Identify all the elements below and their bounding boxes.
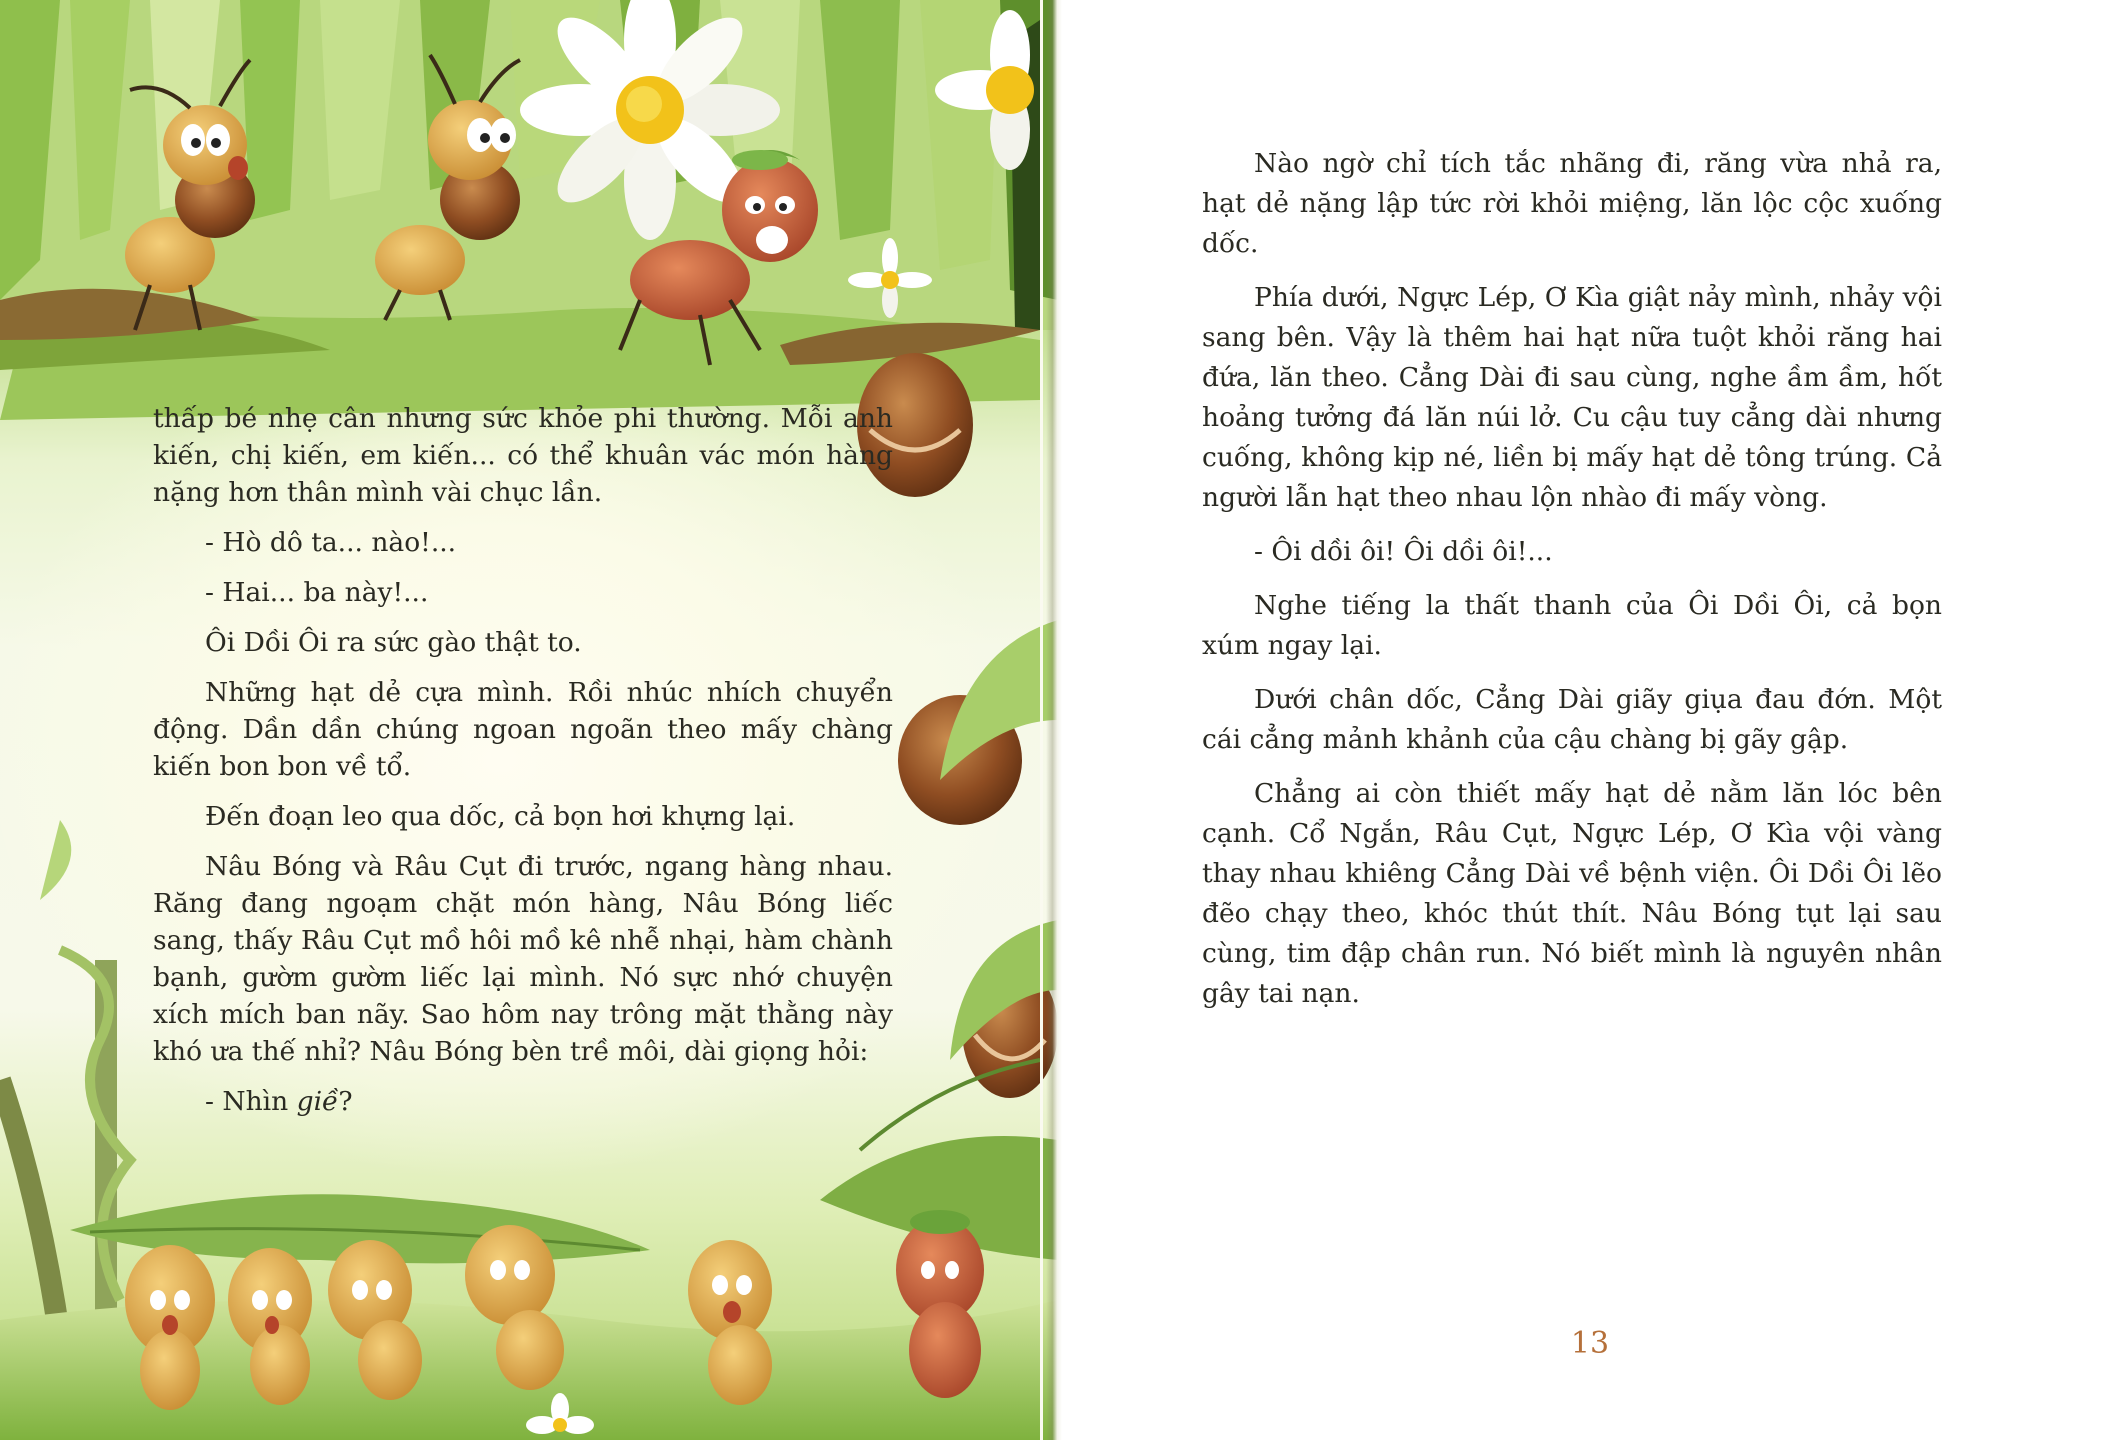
book-gutter (1046, 0, 1062, 1440)
paragraph: Dưới chân dốc, Cẳng Dài giãy giụa đau đớn. Một cái cẳng mảnh khảnh của cậu chàng bị gãy gập. (1202, 684, 1942, 755)
dialogue-line (153, 1083, 893, 1120)
paragraph: Những hạt dẻ cựa mình. Rồi nhúc nhích chuyển động. Dần dần chúng ngoan ngoãn theo mấy chàng kiến bon bon về tổ. (153, 677, 893, 782)
paragraph: Ôi Dồi Ôi ra sức gào thật to. (205, 627, 582, 658)
paragraph: Đến đoạn leo qua dốc, cả bọn hơi khựng lại. (205, 801, 796, 832)
paragraph: Phía dưới, Ngực Lép, Ơ Kìa giật nảy mình, nhảy vội sang bên. Vậy là thêm hai hạt nữa tuột khỏi răng hai đứa, lăn theo. Cẳng Dài đi sau cùng, nghe ầm ầm, hốt hoảng tưởng đá lăn núi lở. Cu cậu tuy cẳng dài nhưng cuống, không kịp né, liền bị mấy hạt dẻ tông trúng. Cả người lẫn hạt theo nhau lộn nhào đi mấy vòng. (1202, 282, 1942, 513)
dialogue-prefix: - Nhìn (205, 1086, 297, 1117)
right-page-text (1202, 144, 1942, 1028)
dialogue-suffix: ? (338, 1086, 353, 1117)
paragraph: - Hò dô ta... nào!... (205, 527, 457, 558)
page-gutter-edge (1040, 0, 1043, 1440)
vine-stalk (0, 820, 130, 1340)
page-number: 13 (1570, 1326, 1610, 1361)
paragraph: - Ôi dồi ôi! Ôi dồi ôi!... (1254, 536, 1553, 567)
paragraph: thấp bé nhẹ cân nhưng sức khỏe phi thường. Mỗi anh kiến, chị kiến, em kiến... có thể khuân vác món hàng nặng hơn thân mình vài chục lần. (153, 403, 893, 508)
paragraph: Nghe tiếng la thất thanh của Ôi Dồi Ôi, cả bọn xúm ngay lại. (1202, 590, 1942, 661)
right-page (1062, 0, 2106, 1440)
paragraph: Chẳng ai còn thiết mấy hạt dẻ nằm lăn lóc bên cạnh. Cổ Ngắn, Râu Cụt, Ngực Lép, Ơ Kìa vội vàng thay nhau khiêng Cẳng Dài về bệnh viện. Ôi Dồi Ôi lẽo đẽo chạy theo, khóc thút thít. Nâu Bóng tụt lại sau cùng, tim đập chân run. Nó biết mình là nguyên nhân gây tai nạn. (1202, 778, 1942, 1009)
paragraph: Nâu Bóng và Râu Cụt đi trước, ngang hàng nhau. Răng đang ngoạm chặt món hàng, Nâu Bóng liếc sang, thấy Râu Cụt mồ hôi mồ kê nhễ nhại, hàm chành bạnh, gườm gườm liếc lại mình. Nó sực nhớ chuyện xích mích ban nãy. Sao hôm nay trông mặt thằng này khó ưa thế nhỉ? Nâu Bóng bèn trề môi, dài giọng hỏi: (153, 851, 893, 1067)
dialogue-emphasis: giề (296, 1086, 339, 1117)
paragraph: - Hai... ba này!... (205, 577, 429, 608)
left-page-text (153, 400, 893, 1133)
paragraph: Nào ngờ chỉ tích tắc nhãng đi, răng vừa nhả ra, hạt dẻ nặng lập tức rời khỏi miệng, lăn lộc cộc xuống dốc. (1202, 148, 1942, 259)
